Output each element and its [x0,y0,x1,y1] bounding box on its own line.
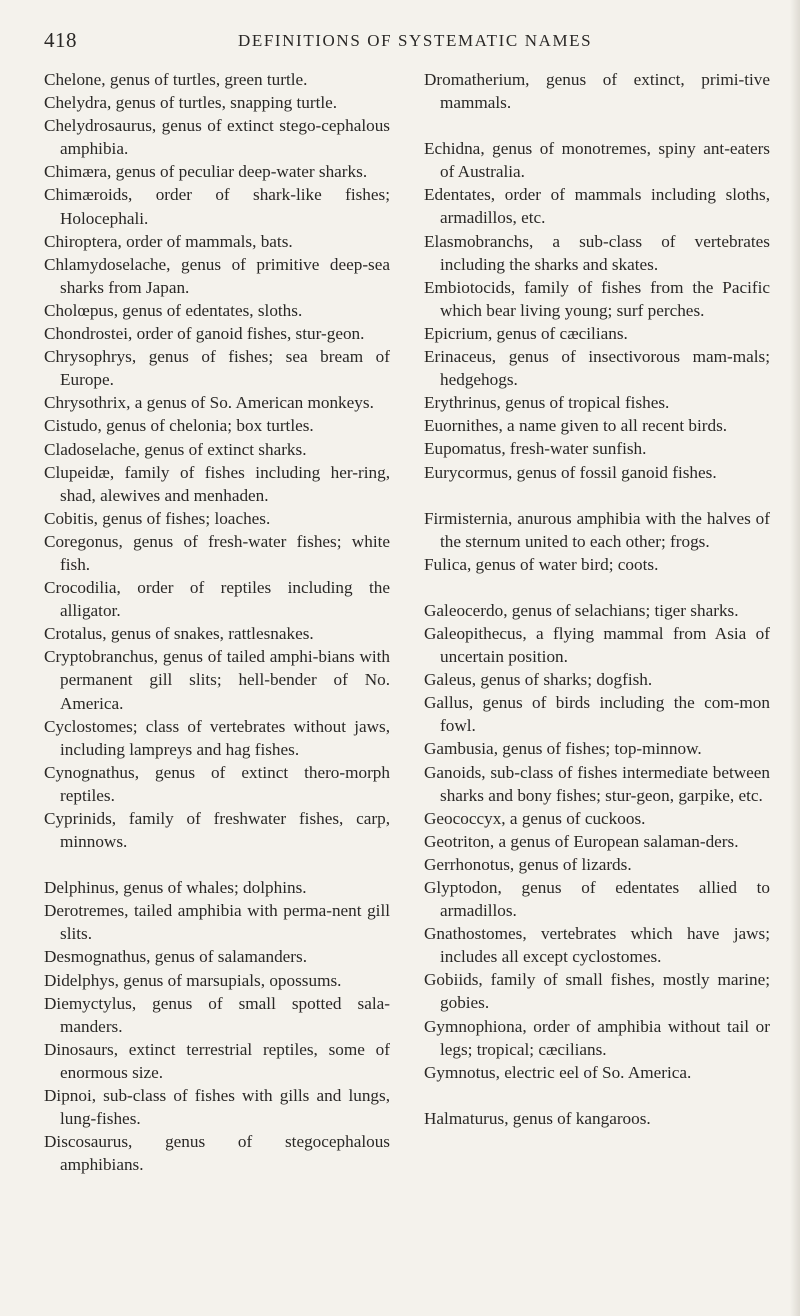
glossary-entry: Gymnotus, electric eel of So. America. [424,1062,692,1082]
left-column [44,68,390,1176]
glossary-entry: Chimæroids, order of shark-like fishes; Holocephali. [44,185,390,228]
glossary-entry: Geococcyx, a genus of cuckoos. [424,808,646,828]
glossary-entry: Ganoids, sub-class of fishes intermediate between sharks and bony fishes; stur-geon, garpike, etc. [424,762,770,805]
glossary-entry: Dipnoi, sub-class of fishes with gills and lungs, lung-fishes. [44,1086,390,1129]
running-head: DEFINITIONS OF SYSTEMATIC NAMES [238,31,593,50]
glossary-entry: Epicrium, genus of cæcilians. [424,323,628,343]
glossary-entry: Coregonus, genus of fresh-water fishes; white fish. [44,531,390,574]
glossary-entry: Chiroptera, order of mammals, bats. [44,231,293,251]
glossary-entry: Cholœpus, genus of edentates, sloths. [44,300,303,320]
glossary-entry: Erinaceus, genus of insectivorous mam-mals; hedgehogs. [424,347,770,390]
glossary-entry: Chimæra, genus of peculiar deep-water sharks. [44,162,368,182]
glossary-entry: Euornithes, a name given to all recent birds. [424,416,728,436]
glossary-entry: Discosaurus, genus of stegocephalous amphibians. [44,1132,390,1175]
glossary-entry: Gymnophiona, order of amphibia without tail or legs; tropical; cæcilians. [424,1016,770,1059]
glossary-entry: Elasmobranchs, a sub-class of vertebrates including the sharks and skates. [424,231,770,274]
glossary-entry: Chrysothrix, a genus of So. American monkeys. [44,393,374,413]
glossary-entry: Cyclostomes; class of vertebrates without jaws, including lampreys and hag fishes. [44,716,390,759]
page-number: 418 [44,28,77,52]
glossary-entry: Cyprinids, family of freshwater fishes, carp, minnows. [44,809,390,852]
glossary-entry: Edentates, order of mammals including sloths, armadillos, etc. [424,185,770,228]
glossary-entry: Chelydra, genus of turtles, snapping turtle. [44,93,338,113]
glossary-entry: Cistudo, genus of chelonia; box turtles. [44,416,314,436]
glossary-entry: Clupeidæ, family of fishes including her-ring, shad, alewives and menhaden. [44,462,390,505]
glossary-entry: Cobitis, genus of fishes; loaches. [44,508,271,528]
glossary-entry: Echidna, genus of monotremes, spiny ant-eaters of Australia. [424,139,770,182]
glossary-entry: Galeus, genus of sharks; dogfish. [424,670,653,690]
glossary-entry: Firmisternia, anurous amphibia with the halves of the sternum united to each other; frogs. [424,508,770,551]
glossary-entry: Cynognathus, genus of extinct thero-morph reptiles. [44,762,390,805]
page-header [44,28,760,58]
glossary-entry: Gerrhonotus, genus of lizards. [424,854,632,874]
glossary-entry: Galeocerdo, genus of selachians; tiger sharks. [424,600,739,620]
glossary-entry: Chondrostei, order of ganoid fishes, stur-geon. [44,324,365,344]
glossary-entry: Diemyctylus, genus of small spotted sala-manders. [44,993,390,1036]
glossary-entry: Gambusia, genus of fishes; top-minnow. [424,739,702,759]
glossary-entry: Gnathostomes, vertebrates which have jaws; includes all except cyclostomes. [424,924,770,967]
glossary-entry: Chelydrosaurus, genus of extinct stego-cephalous amphibia. [44,116,390,159]
glossary-entry: Dinosaurs, extinct terrestrial reptiles, some of enormous size. [44,1039,390,1082]
glossary-entry: Crocodilia, order of reptiles including the alligator. [44,578,390,621]
glossary-entry: Crotalus, genus of snakes, rattlesnakes. [44,624,314,644]
glossary-entry: Dromatherium, genus of extinct, primi-tive mammals. [424,70,770,113]
glossary-entry: Derotremes, tailed amphibia with perma-nent gill slits. [44,901,390,944]
glossary-entry: Gallus, genus of birds including the com-mon fowl. [424,693,770,736]
page-edge-shadow [790,0,800,1316]
right-column [424,68,770,1130]
glossary-entry: Glyptodon, genus of edentates allied to armadillos. [424,878,770,921]
glossary-entry: Cryptobranchus, genus of tailed amphi-bians with permanent gill slits; hell-bender of No. America. [44,647,390,713]
glossary-entry: Fulica, genus of water bird; coots. [424,554,659,574]
glossary-entry: Geotriton, a genus of European salaman-ders. [424,831,739,851]
glossary-entry: Cladoselache, genus of extinct sharks. [44,439,307,459]
glossary-entry: Embiotocids, family of fishes from the Pacific which bear living young; surf perches. [424,277,770,320]
glossary-entry: Delphinus, genus of whales; dolphins. [44,878,307,898]
glossary-entry: Eurycormus, genus of fossil ganoid fishes. [424,462,717,482]
glossary-entry: Chelone, genus of turtles, green turtle. [44,70,308,89]
glossary-entry: Halmaturus, genus of kangaroos. [424,1108,651,1128]
glossary-entry: Didelphys, genus of marsupials, opossums. [44,970,342,990]
glossary-entry: Erythrinus, genus of tropical fishes. [424,393,670,413]
glossary-entry: Galeopithecus, a flying mammal from Asia of uncertain position. [424,623,770,667]
glossary-entry: Chrysophrys, genus of fishes; sea bream of Europe. [44,347,390,390]
glossary-entry: Gobiids, family of small fishes, mostly marine; gobies. [424,970,770,1013]
glossary-entry: Chlamydoselache, genus of primitive deep-sea sharks from Japan. [44,254,390,297]
glossary-entry: Desmognathus, genus of salamanders. [44,947,308,967]
glossary-entry: Eupomatus, fresh-water sunfish. [424,439,647,459]
